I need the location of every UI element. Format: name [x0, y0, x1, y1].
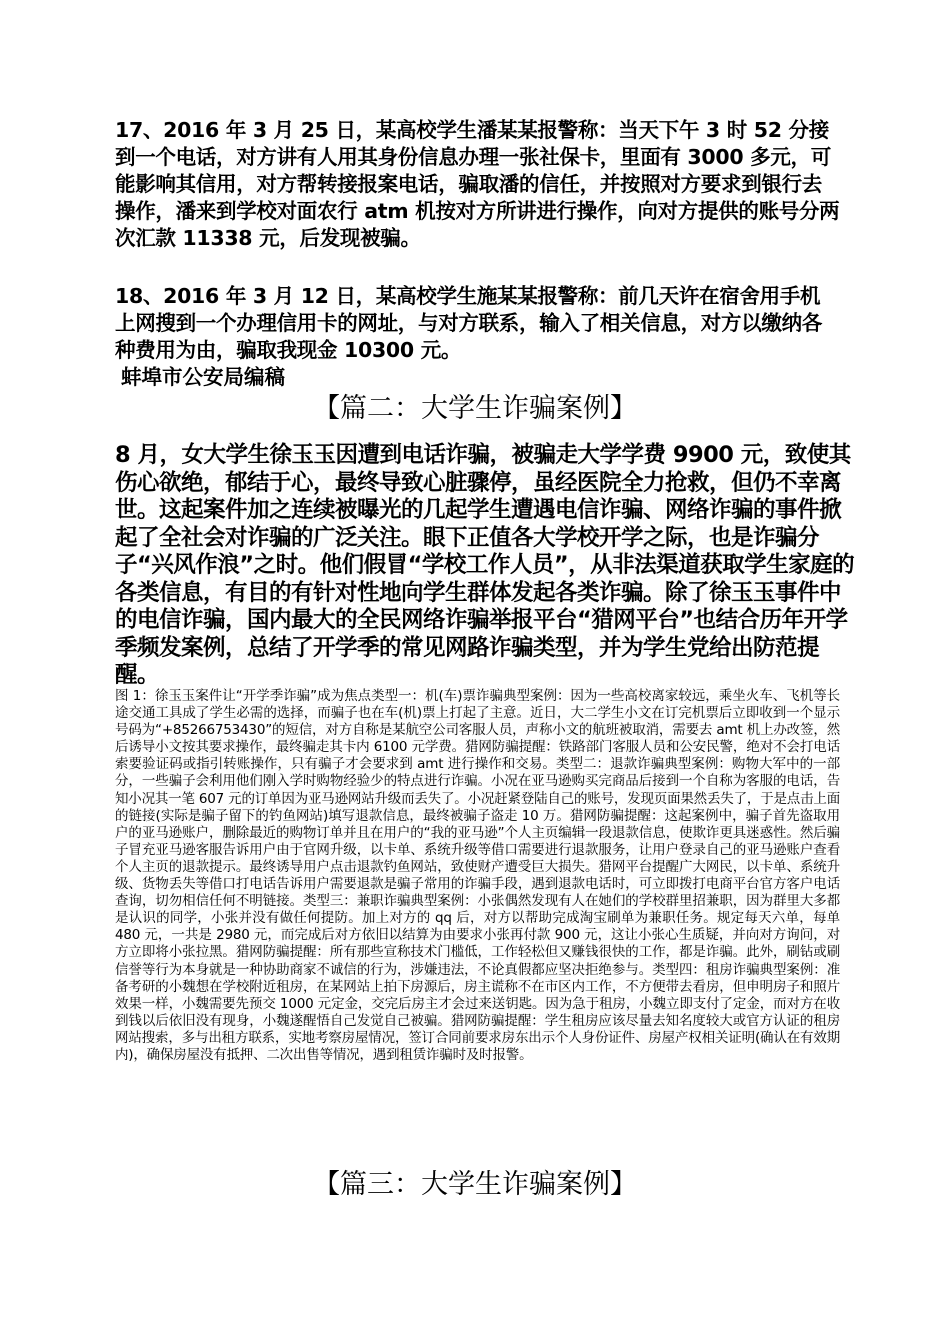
section-3-heading: 【篇三：大学生诈骗案例】 [313, 1169, 637, 1200]
section-2-body: 图 1：徐玉玉案件让“开学季诈骗”成为焦点类型一：机(车)票诈骗典型案例：因为一些高校离家较远，乘坐火车、飞机等长途交通工具成了学生必需的选择，而骗子也在车(机)票上打起了主意。近日，大二学生小文在订完机票后立即收到一个显示号码为“+85266753430”的短信，对方自称是某航空公司客服人员，声称小文的航班被取消，需要去 amt 机上办改签，然后诱导小文按其要求操作，最终骗走其卡内 6100 元学费。猎网防骗提醒：铁路部门客服人员和公安民警，绝对不会打电话索要验证码或指引转账操作，只有骗子才会要求到 amt 进行操作和交易。类型二：退款诈骗典型案例：购物大军中的一部分，一些骗子会利用他们刚入学时购物经验少的特点进行诈骗。小况在亚马逊购买完商品后接到一个自称为客服的电话，告知小况其一笔 607 元的订单因为亚马逊网站升级而丢失了。小况赶紧登陆自己的账号，发现页面果然丢失了，于是点击上面的链接(实际是骗子留下的钓鱼网站)填写退款信息，最终被骗子盗走 10 万。猎网防骗提醒：这起案例中，骗子首先盗取用户的亚马逊账户，删除最近的购物订单并且在用户的“我的亚马逊”个人主页编辑一段退款信息，使欺诈更具迷惑性。然后骗子冒充亚马逊客服告诉用户由于官网升级，以卡单、系统升级等借口需要进行退款服务，让用户登录自己的亚马逊账户查看个人主页的退款提示。最终诱导用户点击退款钓鱼网站，致使财产遭受巨大损失。猎网平台提醒广大网民，以卡单、系统升级、货物丢失等借口打电话告诉用户需要退款是骗子常用的诈骗手段，遇到退款电话时，可立即拨打电商平台官方客户电话查询，切勿相信任何不明链接。类型三：兼职诈骗典型案例：小张偶然发现有人在她们的学校群里招兼职，因为群里大多都是认识的同学，小张并没有做任何提防。加上对方的 qq 后，对方以帮助完成淘宝刷单为兼职任务。规定每天六单，每单 480 元，一共是 2980 元，而完成后对方依旧以结算为由要求小张再付款 900 元，这让小张心生质疑，并向对方询问，对方立即将小张拉黑。猎网防骗提醒：所有那些宣称技术门槛低，工作轻松但又赚钱很快的工作，都是诈骗。此外，刷钻或刷信誉等行为本身就是一种协助商家不诚信的行为，涉嫌违法，不论真假都应坚决拒绝参与。类型四：租房诈骗典型案例：准备考研的小魏想在学校附近租房，在某网站上拍下房源后，房主谎称不在市区内工作，不方便带去看房，但申明房子和照片效果一样，小魏需要先预交 1000 元定金，交完后房主才会过来送钥匙。因为急于租房，小魏立即支付了定金，而对方在收到钱以后依旧没有现身，小魏遂醒悟自己发觉自己被骗。猎网防骗提醒：学生租房应该尽量去知名度较大或官方认证的租房网站搜索，多与出租方联系，实地考察房屋情况，签订合同前要求房东出示个人身份证件、房屋产权相关证明(确认在有效期内)，确保房屋没有抵押、二次出售等情况，遇到租赁诈骗时及时报警。 [115, 688, 840, 1063]
section-2-intro: 8 月，女大学生徐玉玉因遭到电话诈骗，被骗走大学学费 9900 元，致使其伤心欲绝，郁结于心，最终导致心脏骤停，虽经医院全力抢救，但仍不幸离世。这起案件加之连续被曝光的几起学生遭遇电信诈骗、网络诈骗的事件掀起了全社会对诈骗的广泛关注。眼下正值各大学校开学之际，也是诈骗分子“兴风作浪”之时。他们假冒“学校工作人员”，从非法渠道获取学生家庭的各类信息，有目的有针对性地向学生群体发起各类诈骗。除了徐玉玉事件中的电信诈骗，国内最大的全民网络诈骗举报平台“猎网平台”也结合历年开学季频发案例，总结了开学季的常见网路诈骗类型，并为学生党给出防范提醒。 [115, 442, 855, 688]
case-17-paragraph: 17、2016 年 3 月 25 日，某高校学生潘某某报警称：当天下午 3 时 52 分接到一个电话，对方讲有人用其身份信息办理一张社保卡，里面有 3000 多元，可能影响其信用，对方帮转接报案电话，骗取潘的信任，并按照对方要求到银行去操作，潘来到学校对面农行 atm 机按对方所讲进行操作，向对方提供的账号分两次汇款 11338 元，后发现被骗。 [115, 118, 840, 250]
section-2-heading: 【篇二：大学生诈骗案例】 [313, 393, 637, 424]
case-18-paragraph: 18、2016 年 3 月 12 日，某高校学生施某某报警称：前几天许在宿舍用手机上网搜到一个办理信用卡的网址，与对方联系，输入了相关信息，对方以缴纳各种费用为由，骗取我现金 10300 元。 [115, 284, 822, 362]
author-line: 蚌埠市公安局编稿 [121, 365, 285, 389]
